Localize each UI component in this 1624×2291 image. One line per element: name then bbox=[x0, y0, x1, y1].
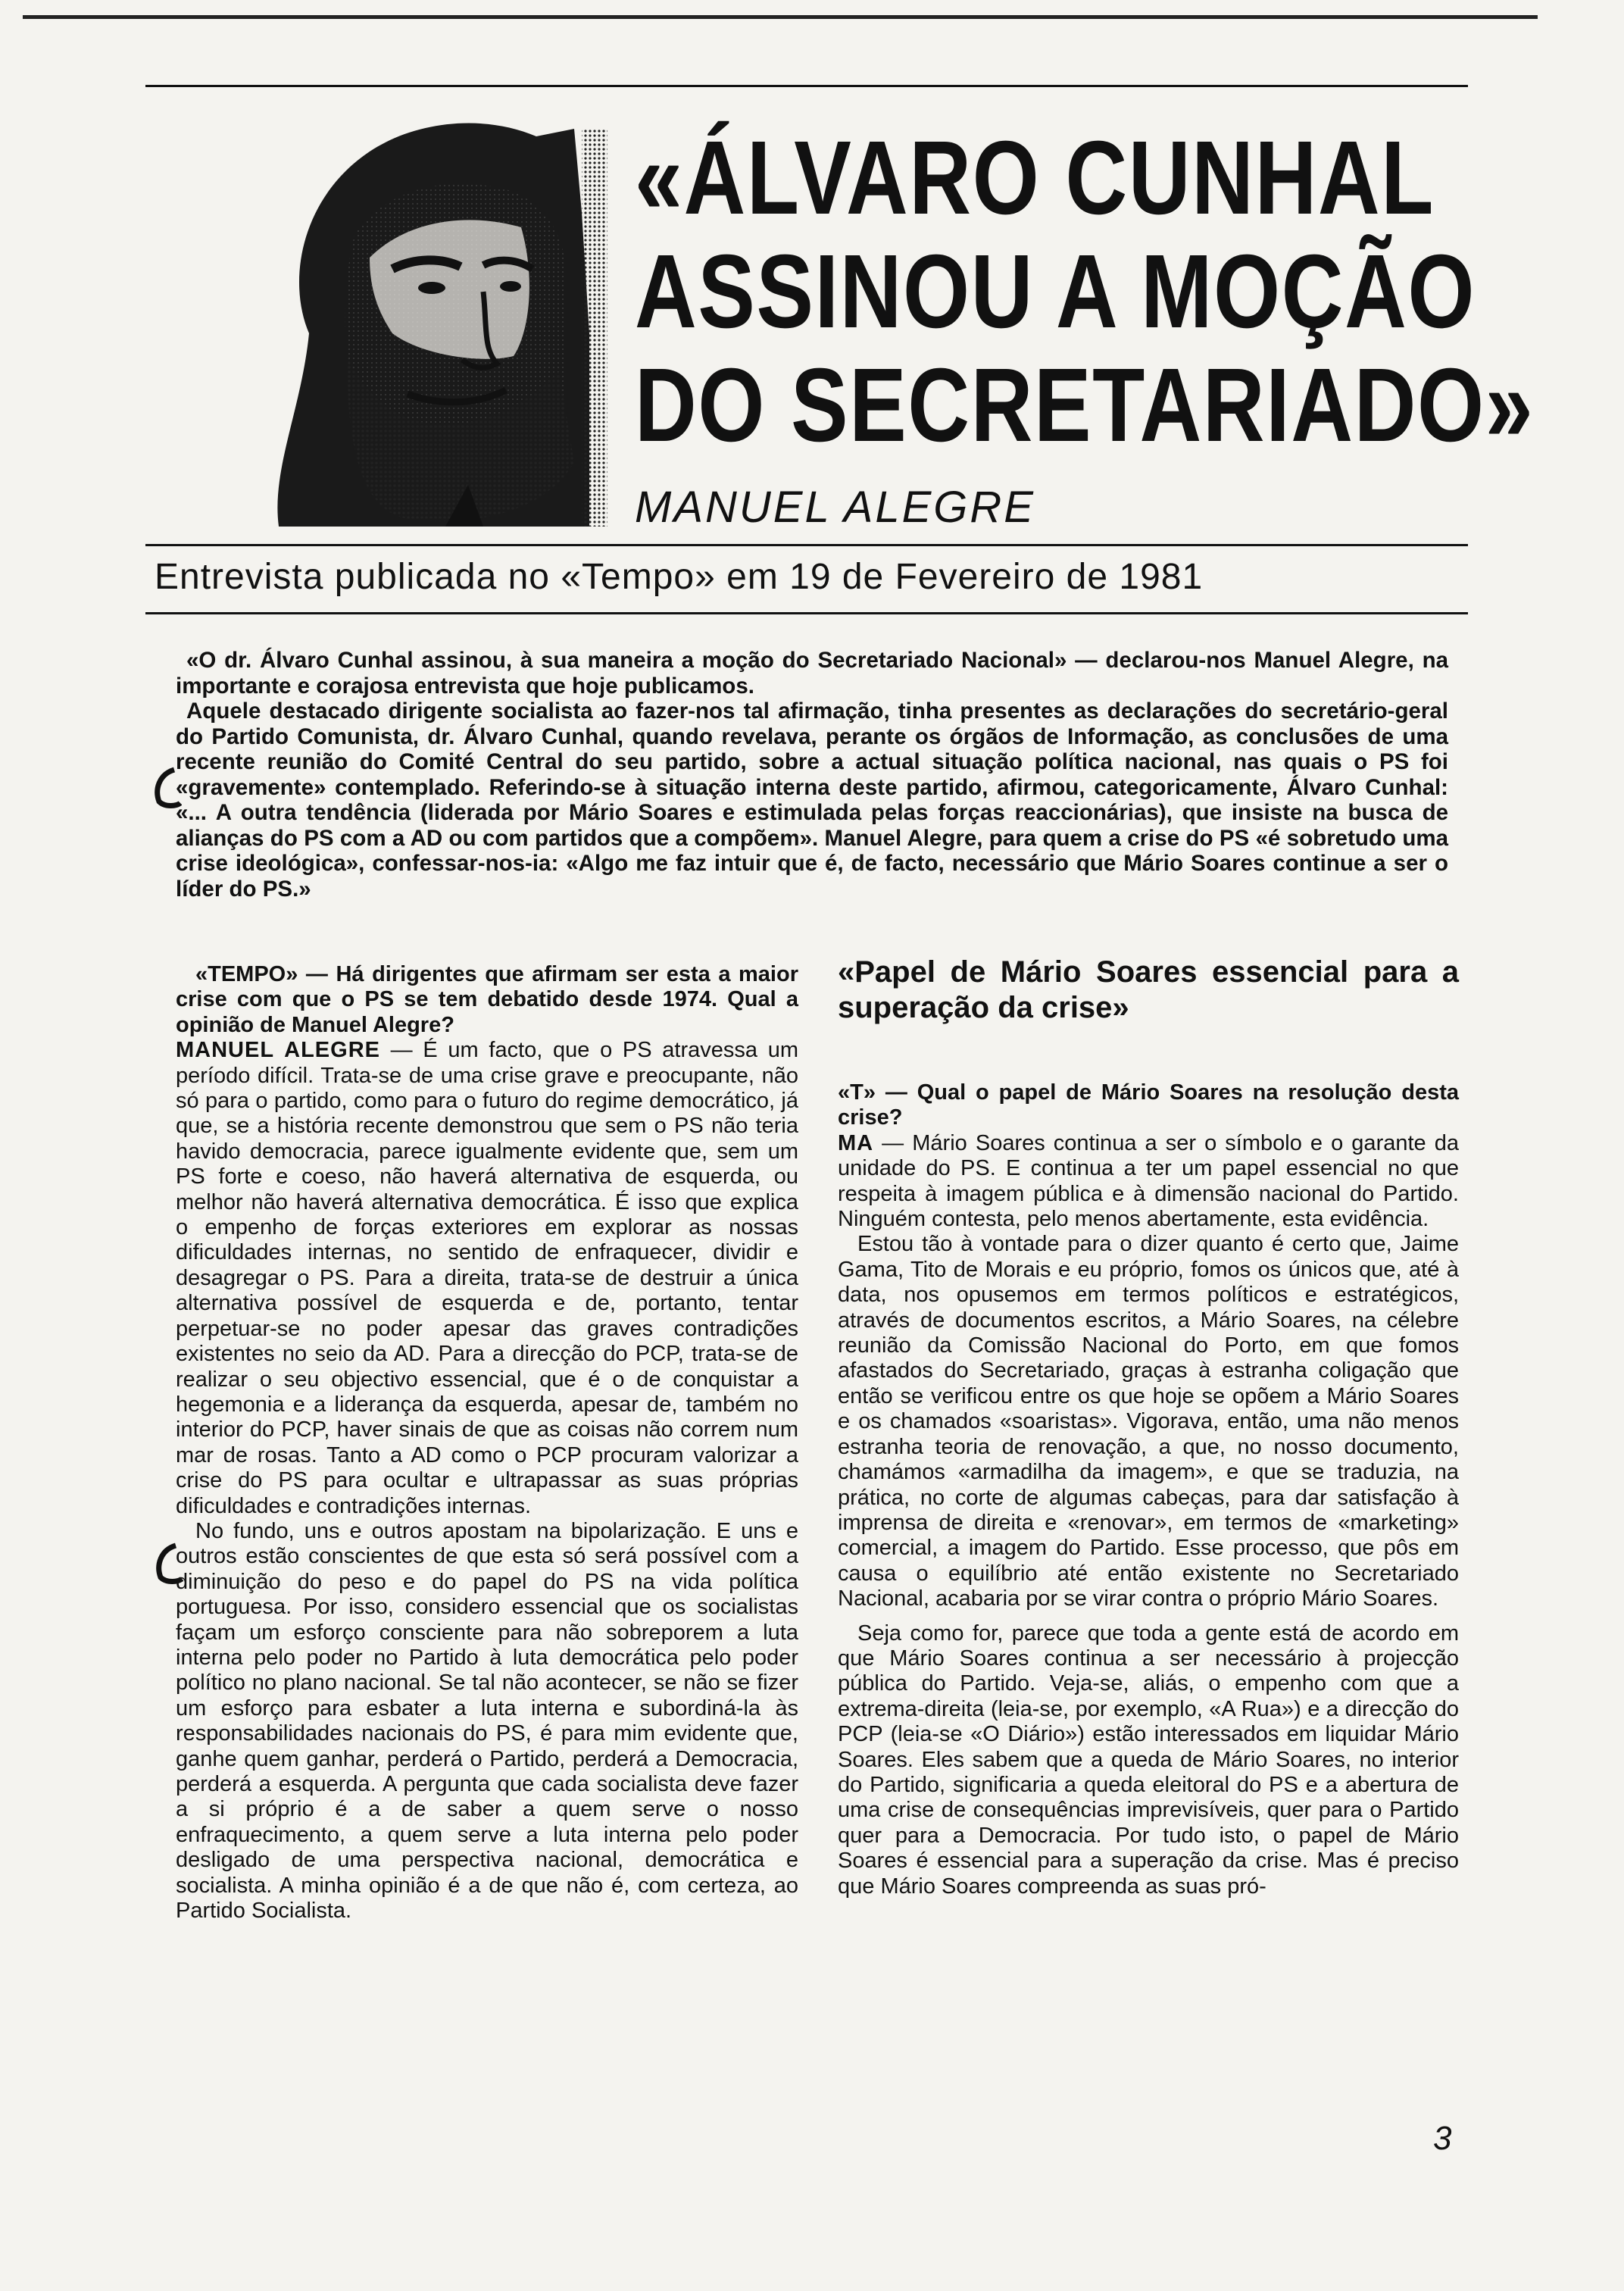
lead-paragraph bbox=[176, 648, 1448, 902]
right-subhead: «Papel de Mário Soares essencial para a superação da crise» bbox=[838, 955, 1459, 1024]
author-byline: MANUEL ALEGRE bbox=[635, 483, 1035, 532]
right-column bbox=[838, 955, 1459, 1899]
header-rule bbox=[145, 85, 1468, 87]
right-answer-2: Estou tão à vontade para o dizer quanto é certo que, Jaime Gama, Tito de Morais e eu próprio, fomos os únicos que, até à data, nos opusemos em termos políticos e estratégicos, através de documentos escritos, a Mário Soares, na célebre reunião da Comissão Nacional do Porto, em que fomos afastados do Secretariado, graças à estranha coligação que então se verificou entre os que hoje se opõem a Mário Soares e os chamados «soaristas». Vigorava, então, uma não menos estranha teoria de renovação, a que, no nosso documento, chamámos «armadilha da imagem», e que se traduzia, na prática, no corte de algumas cabeças, para dar satisfação à imprensa de direita e «renovar», em termos de «marketing» comercial, a imagem do Partido. Esse processo, que pôs em causa o equilíbrio até então existente no Secretariado Nacional, acabaria por se virar contra o próprio Mário Soares. bbox=[838, 1232, 1459, 1611]
headline bbox=[635, 120, 1535, 464]
headline-line-1: «ÁLVARO CUNHAL bbox=[635, 120, 1435, 236]
right-answer-1 bbox=[838, 1131, 1459, 1233]
headline-line-3: DO SECRETARIADO» bbox=[635, 347, 1535, 464]
right-question: «T» — Qual o papel de Mário Soares na resolução desta crise? bbox=[838, 1080, 1459, 1130]
author-portrait bbox=[256, 106, 607, 527]
right-speaker: MA bbox=[838, 1130, 874, 1155]
byline-rule-top bbox=[145, 544, 1468, 546]
headline-line-2: ASSINOU A MOÇÃO bbox=[635, 233, 1476, 350]
lead-text-1: «O dr. Álvaro Cunhal assinou, à sua maneira a moção do Secretariado Nacional» — declarou-nos Manuel Alegre, na importante e corajosa entrevista que hoje publicamos. bbox=[176, 648, 1448, 699]
right-answer-3: Seja como for, parece que toda a gente está de acordo em que Mário Soares continua a ser necessário à projecção pública do Partido. Veja-se, aliás, o empenho com que a extrema-direita (leia-se, por exemplo, «A Rua») e a direcção do PCP (leia-se «O Diário») estão interessados em liquidar Mário Soares. Eles sabem que a queda de Mário Soares, no interior do Partido, significaria a queda eleitoral do PS e a abertura de uma crise de consequências imprevisíveis, quer para o Partido quer para a Democracia. Por tudo isto, o papel de Mário Soares é essencial para a superação da crise. Mas é preciso que Mário Soares compreenda as suas pró- bbox=[838, 1621, 1459, 1899]
left-column bbox=[176, 962, 798, 1924]
page-number: 3 bbox=[1433, 2120, 1452, 2157]
scan-hole-mark-upper bbox=[151, 767, 182, 809]
byline-rule-bottom bbox=[145, 612, 1468, 614]
lead-text-2: Aquele destacado dirigente socialista ao fazer-nos tal afirmação, tinha presentes as declarações do secretário-geral do Partido Comunista, dr. Álvaro Cunhal, quando revelava, perante os órgãos de Informação, as conclusões de uma recente reunião do Comité Central do seu partido, sobre a actual situação política nacional, nas quais o PS foi «gravemente» contemplado. Referindo-se à situação interna deste partido, afirmou, categoricamente, Álvaro Cunhal: «... A outra tendência (liderada por Mário Soares e estimulada pelas forças reaccionárias), que insiste na busca de alianças do PS com a AD ou com partidos que a compõem». Manuel Alegre, para quem a crise do PS «é sobretudo uma crise ideológica», confessar-nos-ia: «Algo me faz intuir que é, de facto, necessário que Mário Soares continue a ser o líder do PS.» bbox=[176, 699, 1448, 902]
right-answer-1-text: — Mário Soares continua a ser o símbolo e o garante da unidade do PS. E continua a ter um papel essencial no que respeita à imagem pública e à dimensão nacional do Partido. Ninguém contesta, pelo menos abertamente, esta evidência. bbox=[838, 1130, 1459, 1232]
scan-hole-mark-lower bbox=[153, 1542, 183, 1585]
left-answer-1 bbox=[176, 1038, 798, 1519]
scan-edge-top bbox=[23, 15, 1538, 19]
left-question: «TEMPO» — Há dirigentes que afirmam ser esta a maior crise com que o PS se tem debatido desde 1974. Qual a opinião de Manuel Alegre? bbox=[176, 962, 798, 1037]
publication-line: Entrevista publicada no «Tempo» em 19 de Fevereiro de 1981 bbox=[155, 557, 1204, 597]
left-answer-1-text: — É um facto, que o PS atravessa um período difícil. Trata-se de uma crise grave e preocupante, não só para o partido, como para o futuro do regime democrático, já que, se a história recente demonstrou que sem o PS não teria havido democracia, parece igualmente evidente que, sem um PS forte e coeso, não haverá alternativa de esquerda, ou melhor não haverá alternativa democrática. É isso que explica o empenho de forças exteriores em explorar as nossas dificuldades internas, no sentido de enfraquecer, dividir e desagregar o PS. Para a direita, trata-se de destruir a única alternativa possível de esquerda e de, portanto, tentar perpetuar-se no poder apesar das graves contradições existentes no seio da AD. Para a direcção do PCP, trata-se de realizar o seu objectivo essencial, que é o de conquistar a hegemonia e a liderança da esquerda, apesar de, também no interior do PCP, haver sinais de que as coisas não correm num mar de rosas. Tanto a AD como o PCP procuram valorizar a crise do PS para ocultar e ultrapassar as suas próprias dificuldades e contradições internas. bbox=[176, 1038, 798, 1518]
left-speaker: MANUEL ALEGRE bbox=[176, 1038, 380, 1063]
left-answer-2: No fundo, uns e outros apostam na bipolarização. E uns e outros estão conscientes de que esta só será possível com a diminuição do peso e do papel do PS na vida política portuguesa. Por isso, considero essencial que os socialistas façam um esforço consciente para não sobreporem a luta interna pelo poder no Partido à luta democrática pelo poder político no plano nacional. Se tal não acontecer, se não se fizer um esforço para esbater a luta interna e subordiná-la às responsabilidades nacionais do PS, é para mim evidente que, ganhe quem ganhar, perderá o Partido, perderá a Democracia, perderá a esquerda. A pergunta que cada socialista deve fazer a si próprio é a de saber a quem serve o nosso enfraquecimento, a quem serve a luta interna pelo poder desligado de uma perspectiva nacional, democrática e socialista. A minha opinião é a de que não é, com certeza, ao Partido Socialista. bbox=[176, 1518, 798, 1924]
